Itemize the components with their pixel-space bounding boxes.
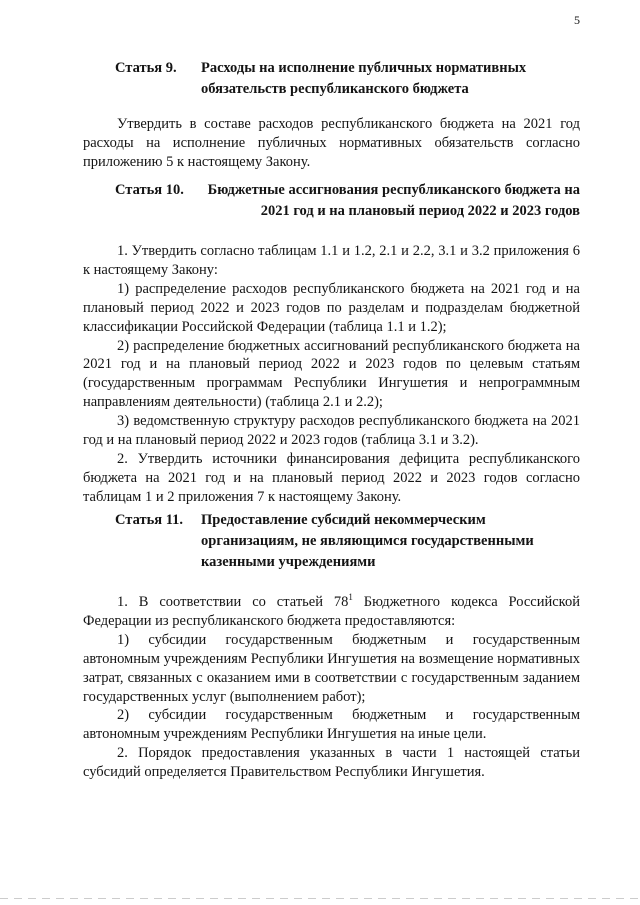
footnote-superscript: 1: [348, 592, 353, 603]
page-number: 5: [574, 13, 580, 27]
article-10-number: Статья 10.: [115, 182, 184, 198]
article-10-title: Бюджетные ассигнования республиканского бюджета на 2021 год и на плановый период 2022 и 2023 годов: [207, 182, 580, 219]
article-9-paragraph: Утвердить в составе расходов республиканского бюджета на 2021 год расходы на исполнение публичных нормативных обязательств согласно приложению 5 к настоящему Закону.: [83, 116, 580, 170]
article-11-title: Предоставление субсидий некоммерческим организациям, не являющимся государственными казенными учреждениями: [201, 512, 534, 570]
article-11: [83, 510, 580, 782]
article-11-paragraph: 1) субсидии государственным бюджетным и государственным автономным учреждениям Республики Ингушетия на возмещение нормативных затрат, связанных с оказанием ими в соответствии с государственным заданием государственных услуг (выполнением работ);: [83, 631, 580, 705]
article-9-heading: [83, 58, 580, 100]
article-11-paragraph: 2. Порядок предоставления указанных в части 1 настоящей статьи субсидий определяется Правительством Республики Ингушетия.: [83, 745, 580, 781]
article-11-p1-start: 1. В соответствии со статьей 78: [117, 594, 349, 610]
article-10-paragraph: 2) распределение бюджетных ассигнований республиканского бюджета на 2021 год и на плановый период 2022 и 2023 годов по целевым статьям (государственным программам Республики Ингушетия и непрограммным направлениям деятельности) (таблица 2.1 и 2.2);: [83, 337, 580, 411]
article-9: [83, 58, 580, 172]
article-10-paragraph: 3) ведомственную структуру расходов республиканского бюджета на 2021 год и на плановый период 2022 и 2023 годов (таблица 3.1 и 3.2).: [83, 413, 580, 449]
article-10-heading: [83, 180, 580, 222]
article-11-heading: [83, 510, 580, 573]
article-11-number: Статья 11.: [115, 512, 184, 528]
article-10: [83, 180, 580, 507]
article-11-paragraph: 2) субсидии государственным бюджетным и государственным автономным учреждениям Республики Ингушетия на иные цели.: [83, 707, 580, 743]
article-10-paragraph: 1. Утвердить согласно таблицам 1.1 и 1.2, 2.1 и 2.2, 3.1 и 3.2 приложения 6 к настоящему Закону:: [83, 243, 580, 278]
article-11-p1-end: Бюджетного кодекса Российской Федерации из республиканского бюджета предоставляются:: [83, 594, 580, 629]
scan-artifact-line: [0, 898, 640, 899]
article-9-number: Статья 9.: [115, 60, 177, 76]
article-9-title: Расходы на исполнение публичных нормативных обязательств республиканского бюджета: [201, 60, 527, 97]
article-10-paragraph: 2. Утвердить источники финансирования дефицита республиканского бюджета на 2021 год и на плановый период 2022 и 2023 годов согласно таблицам 1 и 2 приложения 7 к настоящему Закону.: [83, 450, 580, 505]
article-11-paragraph: [83, 593, 580, 631]
article-10-paragraph: 1) распределение расходов республиканского бюджета на 2021 год и на плановый период 2022 и 2023 годов по разделам и подразделам бюджетной классификации Российской Федерации (таблица 1.1 и 1.2);: [83, 280, 580, 335]
